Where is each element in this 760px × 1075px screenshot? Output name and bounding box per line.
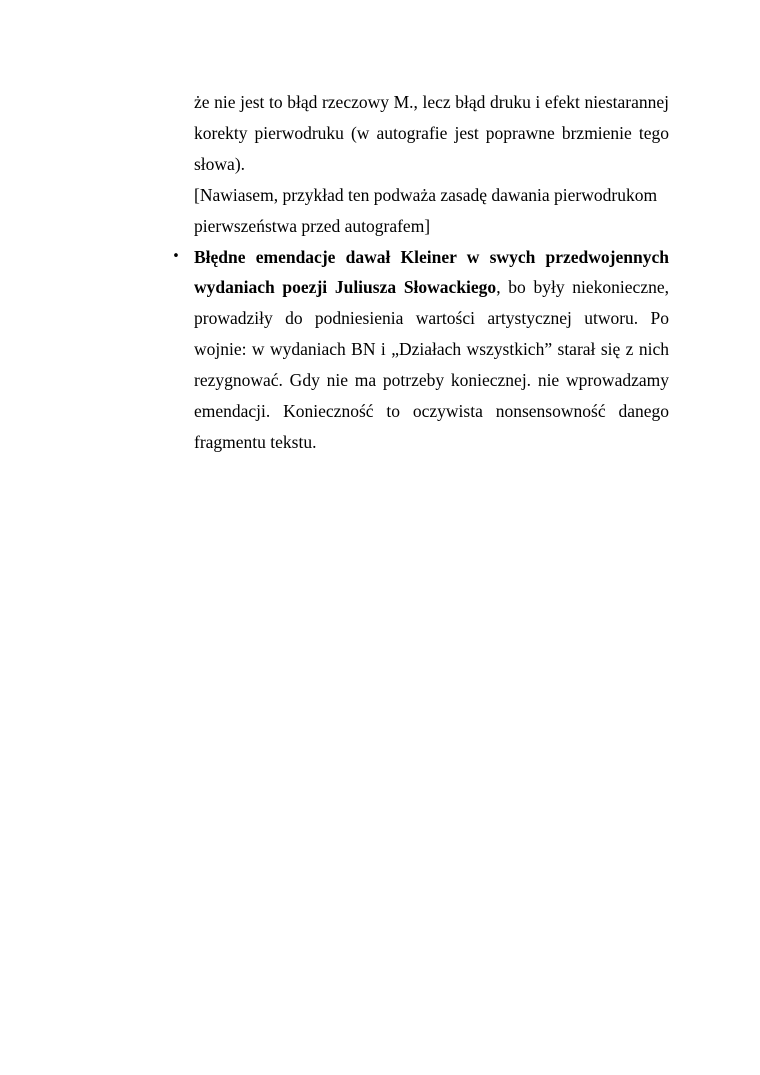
bullet-body-text: , bo były niekonieczne, prowadziły do podniesienia wartości artystycznej utworu. Po wojnie: w wydaniach BN i „Działach wszystkich” starał się z nich rezygnować. Gdy nie ma potrzeby koniecznej. nie wprowadzamy emendacji. Konieczność to oczywista nonsensowność danego fragmentu tekstu. xyxy=(194,277,669,452)
bullet-bold-text: Błędne emendacje dawał Kleiner w swych przedwojennych wydaniach poezji Juliusza Słowackiego xyxy=(194,246,669,298)
bullet-item-kleiner xyxy=(172,242,669,458)
paragraph-correction-note: że nie jest to błąd rzeczowy M., lecz błąd druku i efekt niestarannej korekty pierwodruku (w autografie jest poprawne brzmienie tego słowa). xyxy=(194,92,669,174)
bullet-marker: • xyxy=(172,248,180,264)
document-body xyxy=(172,87,669,458)
paragraph-bracketed-remark: [Nawiasem, przykład ten podważa zasadę dawania pierwodrukom pierwszeństwa przed autografem] xyxy=(194,184,658,236)
